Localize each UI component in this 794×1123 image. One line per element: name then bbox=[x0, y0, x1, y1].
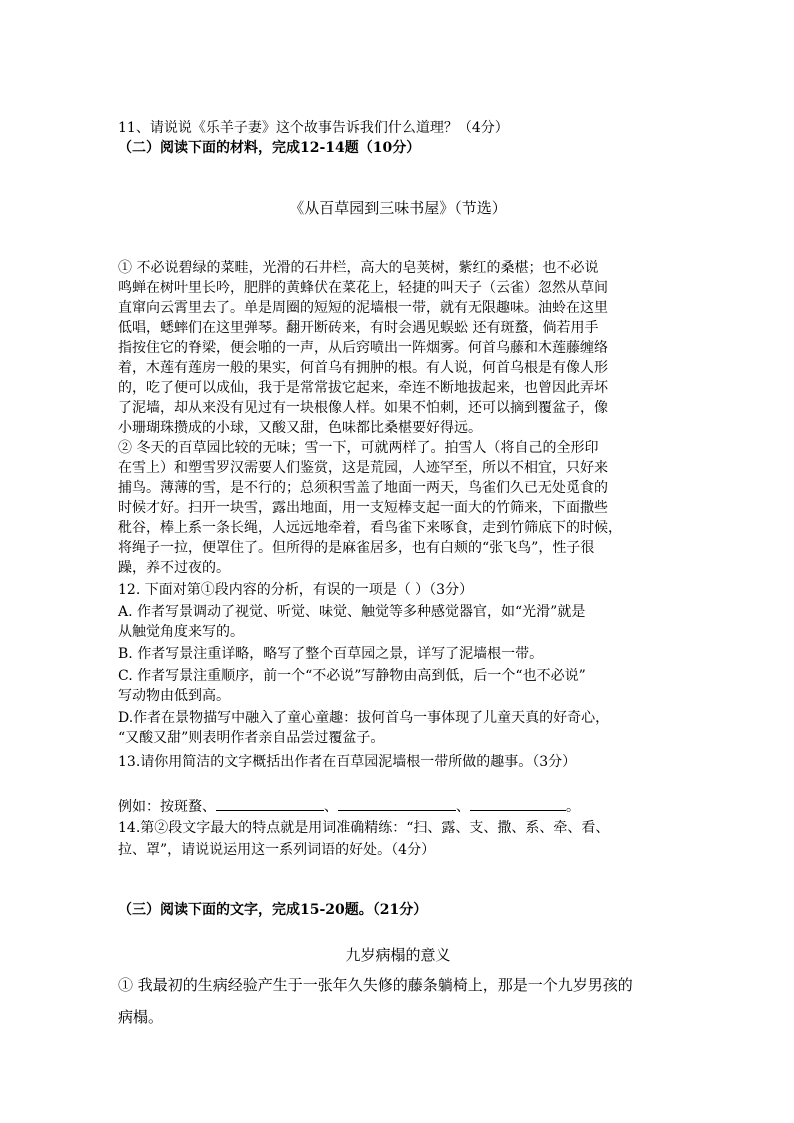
text-line: ① 不必说碧绿的菜畦，光滑的石井栏，高大的皂荚树，紫红的桑椹；也不必说 bbox=[118, 260, 599, 276]
article-2-title: 九岁病榻的意义 bbox=[345, 946, 451, 964]
text-line: 拉、罩”，请说说运用这一系列词语的好处。（4分） bbox=[118, 842, 436, 858]
text-line: 着，木莲有莲房一般的果实，何首乌有拥肿的根。有人说，何首乌根是有像人形 bbox=[118, 360, 608, 376]
text-line: ② 冬天的百草园比较的无味；雪一下，可就两样了。拍雪人（将自己的全形印 bbox=[118, 440, 599, 456]
text-line: 从触觉角度来写的。 bbox=[118, 624, 244, 640]
answer-blank-3[interactable] bbox=[470, 796, 566, 811]
section-2-header: （二）阅读下面的材料，完成12-14题（10分） bbox=[118, 140, 421, 156]
answer-blank-2[interactable] bbox=[338, 796, 456, 811]
text-line: 秕谷，棒上系一条长绳，人远远地牵着，看鸟雀下来啄食，走到竹筛底下的时候， bbox=[118, 520, 622, 536]
text-line: 在雪上）和塑雪罗汉需要人们鉴赏，这是荒园，人迹罕至，所以不相宜，只好来 bbox=[118, 460, 608, 476]
text-line: 病榻。 bbox=[118, 1008, 164, 1026]
text-line: 指按住它的脊梁，便会啪的一声，从后窍喷出一阵烟雾。何首乌藤和木莲藤缠络 bbox=[118, 340, 608, 356]
text-line: ① 我最初的生病经验产生于一张年久失修的藤条躺椅上，那是一个九岁男孩的 bbox=[118, 976, 633, 994]
text-line: “又酸又甜”则表明作者亲自品尝过覆盆子。 bbox=[118, 730, 385, 746]
text-line: 躁，养不过夜的。 bbox=[118, 560, 230, 576]
article-1-title: 《从百草园到三味书屋》（节选） bbox=[289, 199, 507, 217]
text-line: C. 作者写景注重顺序，前一个“不必说”写静物由高到低，后一个“也不必说” bbox=[118, 668, 586, 684]
text-line: 捕鸟。薄薄的雪，是不行的；总须积雪盖了地面一两天，鸟雀们久已无处觅食的 bbox=[118, 480, 608, 496]
period: 。 bbox=[566, 799, 580, 815]
q11: 11、请说说《乐羊子妻》这个故事告诉我们什么道理？（4分） bbox=[118, 120, 509, 136]
option-b: B. 作者写景注重详略，略写了整个百草园之景，详写了泥墙根一带。 bbox=[118, 646, 544, 662]
question-13: 13.请你用简洁的文字概括出作者在百草园泥墙根一带所做的趣事。（3分） bbox=[118, 754, 577, 770]
text-line: 低唱，蟋蟀们在这里弹琴。翻开断砖来，有时会遇见蜈蚣 还有斑蝥，倘若用手 bbox=[118, 320, 599, 336]
separator: 、 bbox=[456, 799, 470, 815]
text-line: 小珊瑚珠攒成的小球，又酸又甜，色味都比桑椹要好得远。 bbox=[118, 420, 482, 436]
text-line: 将绳子一拉，便罩住了。但所得的是麻雀居多，也有白颊的“张飞鸟”，性子很 bbox=[118, 540, 595, 556]
section-3-header: （三）阅读下面的文字，完成15-20题。（21分） bbox=[118, 902, 428, 918]
text-line: 了泥墙，却从来没有见过有一块根像人样。如果不怕刺，还可以摘到覆盆子，像 bbox=[118, 400, 608, 416]
text-line: 时候才好。扫开一块雪，露出地面，用一支短棒支起一面大的竹筛来，下面撒些 bbox=[118, 500, 608, 516]
q13-answer-line bbox=[118, 796, 678, 817]
text-line: 鸣蝉在树叶里长吟，肥胖的黄蜂伏在菜花上，轻捷的叫天子（云雀）忽然从草间 bbox=[118, 280, 608, 296]
text-line: A. 作者写景调动了视觉、听觉、味觉、触觉等多种感觉器官，如“光滑”就是 bbox=[118, 604, 586, 620]
text-line: 直窜向云霄里去了。单是周圈的短短的泥墙根一带，就有无限趣味。油蛉在这里 bbox=[118, 300, 608, 316]
question-12: 12. 下面对第①段内容的分析，有误的一项是（ ）（3分） bbox=[118, 582, 474, 598]
q13-example-prefix: 例如：按斑蝥、 bbox=[118, 799, 216, 815]
text-line: D.作者在景物描写中融入了童心童趣：拔何首乌一事体现了儿童天真的好奇心， bbox=[118, 710, 610, 726]
separator: 、 bbox=[324, 799, 338, 815]
text-line: 14.第②段文字最大的特点就是用词准确精练：“扫、露、支、撒、系、牵、看、 bbox=[118, 820, 610, 836]
text-line: 写动物由低到高。 bbox=[118, 688, 230, 704]
answer-blank-1[interactable] bbox=[216, 796, 324, 811]
text-line: 的，吃了便可以成仙，我于是常常拔它起来，牵连不断地拔起来，也曾因此弄坏 bbox=[118, 380, 608, 396]
